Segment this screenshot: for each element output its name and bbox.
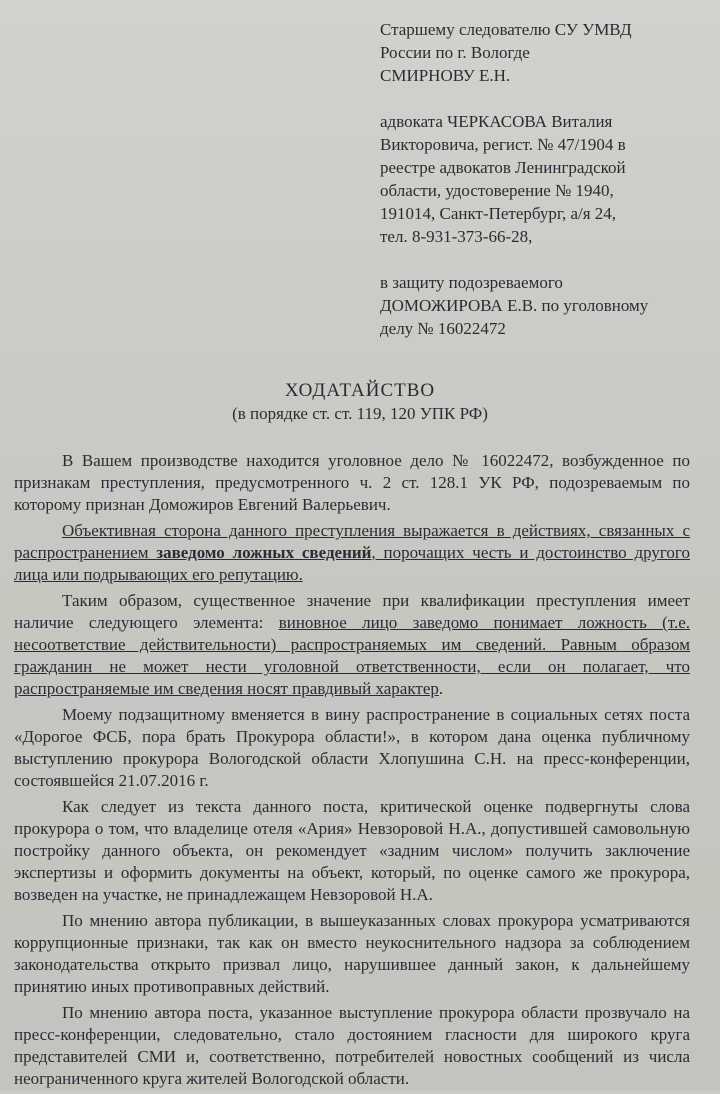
document-body [14, 450, 690, 1094]
defense-block [380, 271, 715, 340]
sender-line: реестре адвокатов Ленинградской [380, 158, 626, 177]
defense-line: ДОМОЖИРОВА Е.В. по уголовному [380, 296, 649, 315]
paragraph-2-underlined-start: Объективная сторона данного преступления выражается в действиях, связанных с распространением [14, 521, 690, 562]
sender-line: адвоката ЧЕРКАСОВА Виталия [380, 112, 613, 131]
sender-line: тел. 8-931-373-66-28, [380, 227, 533, 246]
paragraph-5: Как следует из текста данного поста, критической оценке подвергнуты слова прокурора о том, что владелице отеля «Ария» Невзоровой Н.А., допустившей самовольную постройку данного объекта, он рекомендует «задним числом» получить заключение экспертизы и оформить документы на объект, который, по оценке самого же прокурора, возведен на участке, не принадлежащем Невзоровой Н.А. [14, 797, 690, 904]
defense-line: в защиту подозреваемого [380, 273, 563, 292]
document-title: ХОДАТАЙСТВО [284, 380, 436, 401]
sender-line: 191014, Санкт-Петербург, а/я 24, [380, 204, 617, 223]
defense-line: делу № 16022472 [380, 319, 506, 338]
paragraph-3 [14, 590, 690, 700]
paragraph-6: По мнению автора публикации, в вышеуказанных словах прокурора усматриваются коррупционные признаки, так как он вместо неукоснительного надзора за соблюдением законодательства открыто призвал лицо, нарушившее данный закон, к дальнейшему принятию иных противоправных действий. [14, 911, 690, 996]
document-subtitle: (в порядке ст. ст. 119, 120 УПК РФ) [232, 404, 488, 423]
sender-line: области, удостоверение № 1940, [380, 181, 614, 200]
paragraph-3-underlined: виновное лицо заведомо понимает ложность (т.е. несоответствие действительности) распространяемых им сведений. Равным образом гражданин не может нести уголовной ответственности, если он полагает, что распространяемые им сведения носят правдивый характер [14, 613, 690, 698]
paragraph-3-end: . [438, 679, 444, 698]
paragraph-2 [14, 520, 690, 586]
addressee-block [380, 18, 715, 87]
addressee-line: СМИРНОВУ Е.Н. [380, 66, 511, 85]
paragraph-7: По мнению автора поста, указанное выступление прокурора области прозвучало на пресс-конференции, следовательно, стало достоянием гласности для широкого круга представителей СМИ и, соответственно, потребителей новостных сообщений из числа неограниченного круга жителей Вологодской области. [14, 1003, 690, 1088]
sender-block [380, 110, 715, 248]
paragraph-2-bold-phrase: заведомо ложных сведений [156, 543, 372, 562]
address-header [380, 18, 715, 340]
paragraph-4: Моему подзащитному вменяется в вину распространение в социальных сетях поста «Дорогое ФСБ, пора брать Прокурора области!», в котором дана оценка публичному выступлению прокурора Вологодской области Хлопушина С.Н. на пресс-конференции, состоявшейся 21.07.2016 г. [14, 705, 690, 790]
paragraph-3-start: Таким образом, существенное значение при квалификации преступления имеет наличие следующего элемента: [14, 591, 690, 632]
addressee-line: России по г. Вологде [380, 43, 530, 62]
addressee-line: Старшему следователю СУ УМВД [380, 20, 632, 39]
sender-line: Викторовича, регист. № 47/1904 в [380, 135, 626, 154]
paragraph-1: В Вашем производстве находится уголовное дело № 16022472, возбужденное по признакам преступления, предусмотренного ч. 2 ст. 128.1 УК РФ, подозреваемым по которому признан Доможиров Евгений Валерьевич. [14, 451, 690, 514]
paragraph-2-underlined-end: , порочащих честь и достоинство другого лица или подрывающих его репутацию. [14, 543, 690, 584]
